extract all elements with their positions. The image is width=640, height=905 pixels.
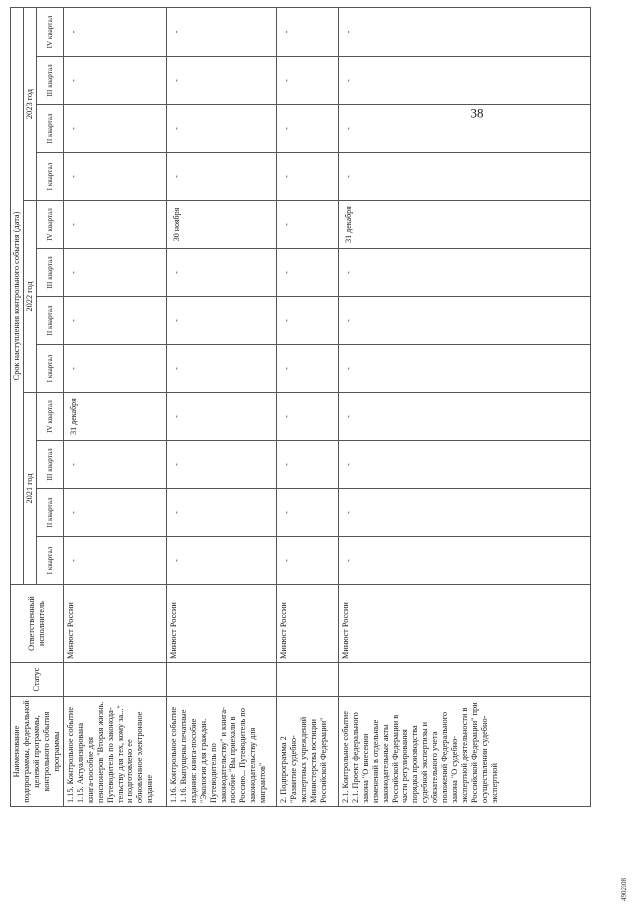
row-cell: - bbox=[276, 297, 338, 345]
header-quarter: I квартал bbox=[37, 345, 63, 393]
row-cell: 31 декабря bbox=[338, 201, 590, 249]
header-quarter: II квартал bbox=[37, 105, 63, 153]
row-cell: - bbox=[338, 57, 590, 105]
row-name: 2. Подпрограмма 2 "Развитие судебно-экспертных учреждений Министерства юстиции Российской Федерации" bbox=[276, 697, 338, 807]
row-cell: - bbox=[166, 441, 276, 489]
table-row bbox=[63, 7, 166, 806]
row-cell: - bbox=[63, 153, 166, 201]
row-cell: - bbox=[63, 57, 166, 105]
row-cell: 31 декабря bbox=[63, 393, 166, 441]
row-status bbox=[276, 663, 338, 697]
row-cell: - bbox=[63, 105, 166, 153]
document-code: 4902i08 bbox=[620, 878, 628, 901]
header-name: Наименование подпрограммы, федеральной целевой программы, контрольного события программы bbox=[11, 697, 64, 807]
row-cell: - bbox=[338, 153, 590, 201]
header-quarter: III квартал bbox=[37, 57, 63, 105]
header-year-2021: 2021 год bbox=[24, 393, 37, 585]
row-cell: - bbox=[276, 441, 338, 489]
row-cell: - bbox=[166, 57, 276, 105]
header-year-2022: 2022 год bbox=[24, 201, 37, 393]
row-name: 1.16. Контрольное событие 1.16. Выпущены печатные издания: книга-пособие "Экология для граждан. Путеводитель по законодательству" и книга-пособие "Вы приехали в Россию... Путеводитель по законодательству для мигрантов" bbox=[166, 697, 276, 807]
row-name: 2.1. Контрольное событие 2.1. Проект федерального закона "О внесении изменений в отдельные законодательные акты Российской Федерации в части регулирования порядка производства судебной экспертизы и обязательного учета положений Федерального закона "О судебно-экспертной деятельности в Российской Федерации" при осуществлении судебно-экспертной bbox=[338, 697, 590, 807]
row-cell: - bbox=[166, 345, 276, 393]
header-deadline: Срок наступления контрольного события (дата) bbox=[11, 7, 24, 584]
row-cell: - bbox=[63, 489, 166, 537]
row-executor: Минюст России bbox=[338, 585, 590, 663]
row-cell: - bbox=[166, 153, 276, 201]
header-quarter: III квартал bbox=[37, 441, 63, 489]
row-cell: - bbox=[338, 537, 590, 585]
table-row bbox=[338, 7, 590, 806]
control-events-table bbox=[10, 7, 591, 807]
row-cell: - bbox=[166, 297, 276, 345]
row-cell: 30 ноября bbox=[166, 201, 276, 249]
table-row bbox=[276, 7, 338, 806]
row-cell: - bbox=[276, 57, 338, 105]
row-cell: - bbox=[276, 201, 338, 249]
row-cell: - bbox=[338, 441, 590, 489]
header-executor: Ответственный исполнитель bbox=[11, 585, 64, 663]
row-cell: - bbox=[276, 537, 338, 585]
row-cell: - bbox=[166, 537, 276, 585]
table-row bbox=[166, 7, 276, 806]
header-status: Статус bbox=[11, 663, 64, 697]
row-cell: - bbox=[63, 345, 166, 393]
row-cell: - bbox=[166, 393, 276, 441]
row-cell: - bbox=[276, 105, 338, 153]
row-cell: - bbox=[338, 249, 590, 297]
header-year-2023: 2023 год bbox=[24, 7, 37, 200]
header-quarter: I квартал bbox=[37, 153, 63, 201]
row-cell: - bbox=[276, 489, 338, 537]
header-quarter: II квартал bbox=[37, 489, 63, 537]
row-cell: - bbox=[166, 249, 276, 297]
row-cell: - bbox=[276, 345, 338, 393]
row-status bbox=[166, 663, 276, 697]
row-cell: - bbox=[338, 393, 590, 441]
header-quarter: III квартал bbox=[37, 249, 63, 297]
header-quarter: II квартал bbox=[37, 297, 63, 345]
row-cell: - bbox=[276, 7, 338, 56]
row-executor: Минюст России bbox=[276, 585, 338, 663]
row-cell: - bbox=[63, 7, 166, 56]
header-quarter: IV квартал bbox=[37, 393, 63, 441]
row-cell: - bbox=[63, 297, 166, 345]
row-cell: - bbox=[276, 393, 338, 441]
row-name: 1.15. Контрольное событие 1.15. Актуализирована книга-пособие для пенсионеров "Вторая жизнь. Путеводитель по законода-тельству для тех, кому за..." и подготовлено ее обновленное электронное издание bbox=[63, 697, 166, 807]
row-cell: - bbox=[63, 249, 166, 297]
row-cell: - bbox=[276, 153, 338, 201]
row-cell: - bbox=[338, 489, 590, 537]
row-cell: - bbox=[338, 105, 590, 153]
row-cell: - bbox=[63, 441, 166, 489]
row-status bbox=[63, 663, 166, 697]
row-cell: - bbox=[166, 489, 276, 537]
row-status bbox=[338, 663, 590, 697]
header-quarter: I квартал bbox=[37, 537, 63, 585]
row-cell: - bbox=[166, 7, 276, 56]
row-cell: - bbox=[63, 201, 166, 249]
row-cell: - bbox=[63, 537, 166, 585]
row-executor: Минюст России bbox=[63, 585, 166, 663]
row-cell: - bbox=[276, 249, 338, 297]
header-quarter: IV квартал bbox=[37, 7, 63, 56]
page-number: 38 bbox=[470, 105, 484, 121]
row-cell: - bbox=[338, 345, 590, 393]
row-cell: - bbox=[166, 105, 276, 153]
row-cell: - bbox=[338, 297, 590, 345]
row-executor: Минюст России bbox=[166, 585, 276, 663]
row-cell: - bbox=[338, 7, 590, 56]
header-quarter: IV квартал bbox=[37, 201, 63, 249]
